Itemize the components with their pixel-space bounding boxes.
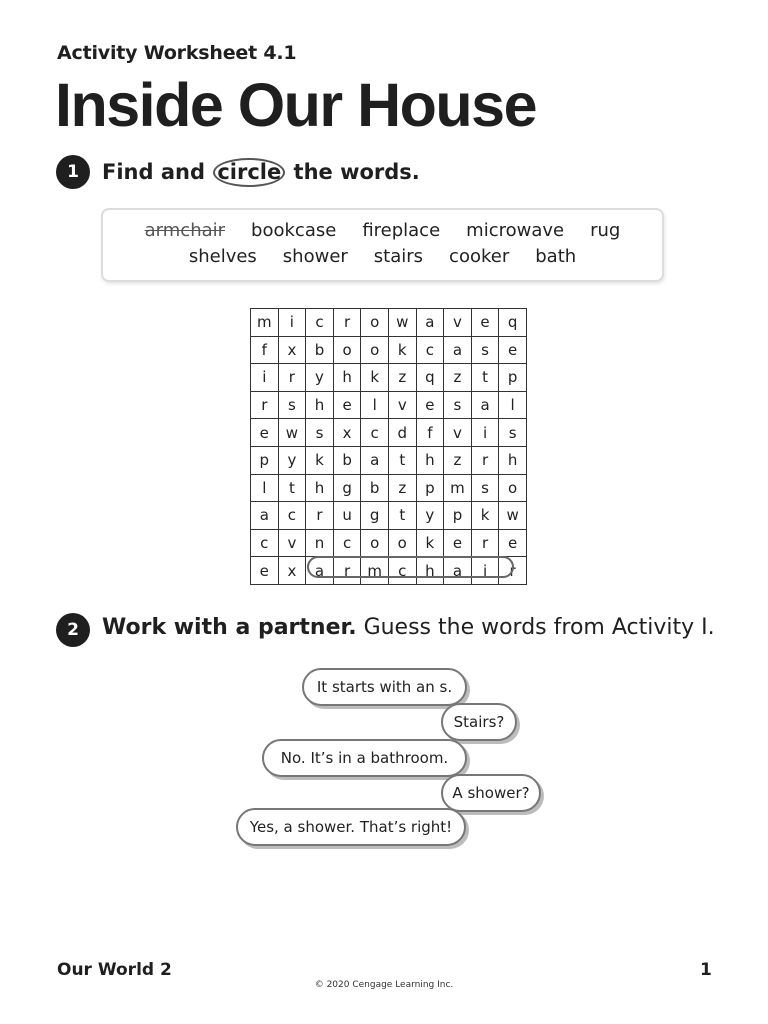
word-bank-row-2	[103, 246, 662, 267]
grid-cell: a	[444, 336, 472, 364]
speech-bubble-3: No. It’s in a bathroom.	[262, 739, 467, 777]
grid-cell: h	[306, 391, 334, 419]
grid-cell: m	[361, 557, 389, 585]
grid-cell: s	[499, 419, 527, 447]
grid-cell: e	[416, 391, 444, 419]
grid-cell: w	[278, 419, 306, 447]
word-bank-word: cooker	[449, 246, 510, 267]
grid-cell: a	[444, 557, 472, 585]
grid-row	[251, 502, 527, 530]
word-bank-word: bookcase	[251, 220, 337, 241]
grid-cell: o	[333, 336, 361, 364]
grid-cell: r	[251, 391, 279, 419]
grid-cell: p	[251, 446, 279, 474]
grid-cell: x	[333, 419, 361, 447]
activity-1-number: 1	[56, 155, 90, 189]
word-bank-word: shower	[282, 246, 348, 267]
grid-row	[251, 336, 527, 364]
word-bank	[101, 208, 664, 282]
grid-cell: z	[444, 446, 472, 474]
grid-cell: o	[361, 336, 389, 364]
grid-cell: a	[361, 446, 389, 474]
grid-cell: i	[278, 309, 306, 337]
grid-cell: k	[388, 336, 416, 364]
grid-cell: l	[361, 391, 389, 419]
grid-cell: z	[388, 474, 416, 502]
grid-cell: n	[306, 529, 334, 557]
grid-cell: r	[499, 557, 527, 585]
grid-row	[251, 364, 527, 392]
copyright-notice: © 2020 Cengage Learning Inc.	[314, 980, 454, 990]
grid-cell: r	[471, 446, 499, 474]
speech-bubble-2: Stairs?	[441, 703, 517, 741]
grid-cell: s	[306, 419, 334, 447]
grid-cell: d	[388, 419, 416, 447]
grid-cell: e	[251, 557, 279, 585]
instruction-text-before: Find and	[102, 160, 205, 184]
grid-cell: r	[333, 309, 361, 337]
grid-cell: i	[471, 557, 499, 585]
instruction-bold: Work with a partner.	[102, 615, 357, 640]
grid-cell: f	[251, 336, 279, 364]
grid-cell: u	[333, 502, 361, 530]
grid-cell: e	[471, 309, 499, 337]
grid-cell: b	[306, 336, 334, 364]
word-bank-word: rug	[590, 220, 621, 241]
grid-cell: s	[471, 336, 499, 364]
grid-cell: a	[251, 502, 279, 530]
grid-cell: w	[499, 502, 527, 530]
grid-cell: q	[416, 364, 444, 392]
found-word-circle	[307, 556, 514, 578]
grid-cell: m	[251, 309, 279, 337]
grid-cell: e	[499, 336, 527, 364]
grid-row	[251, 529, 527, 557]
grid-cell: o	[361, 309, 389, 337]
grid-cell: i	[471, 419, 499, 447]
grid-cell: v	[278, 529, 306, 557]
grid-cell: r	[278, 364, 306, 392]
speech-bubble-4: A shower?	[441, 774, 541, 812]
grid-cell: m	[444, 474, 472, 502]
grid-cell: g	[333, 474, 361, 502]
grid-cell: l	[251, 474, 279, 502]
grid-cell: s	[278, 391, 306, 419]
grid-cell: p	[499, 364, 527, 392]
grid-cell: h	[333, 364, 361, 392]
word-bank-word: microwave	[466, 220, 565, 241]
grid-cell: s	[444, 391, 472, 419]
grid-cell: r	[333, 557, 361, 585]
grid-cell: c	[251, 529, 279, 557]
grid-cell: f	[416, 419, 444, 447]
word-bank-word: bath	[535, 246, 577, 267]
grid-cell: y	[306, 364, 334, 392]
grid-cell: c	[278, 502, 306, 530]
grid-cell: e	[444, 529, 472, 557]
grid-cell: i	[251, 364, 279, 392]
grid-cell: c	[416, 336, 444, 364]
grid-cell: b	[333, 446, 361, 474]
grid-cell: v	[444, 309, 472, 337]
word-bank-word: stairs	[373, 246, 424, 267]
grid-cell: h	[416, 446, 444, 474]
activity-2-instruction	[102, 615, 715, 640]
grid-cell: a	[306, 557, 334, 585]
word-bank-word-crossed: armchair	[144, 220, 226, 241]
grid-cell: q	[499, 309, 527, 337]
page-title: Inside Our House	[55, 71, 537, 139]
grid-row	[251, 391, 527, 419]
grid-cell: t	[278, 474, 306, 502]
grid-row	[251, 419, 527, 447]
grid-cell: b	[361, 474, 389, 502]
grid-cell: o	[499, 474, 527, 502]
book-title: Our World 2	[57, 960, 172, 980]
page-number: 1	[700, 960, 712, 980]
grid-cell: o	[388, 529, 416, 557]
word-search-grid	[250, 308, 527, 585]
grid-cell: e	[499, 529, 527, 557]
grid-cell: k	[416, 529, 444, 557]
grid-cell: h	[416, 557, 444, 585]
grid-cell: x	[278, 336, 306, 364]
grid-cell: s	[471, 474, 499, 502]
grid-cell: c	[388, 557, 416, 585]
grid-cell: r	[471, 529, 499, 557]
grid-cell: y	[278, 446, 306, 474]
grid-cell: y	[416, 502, 444, 530]
instruction-text-after: the words.	[293, 160, 420, 184]
worksheet-label: Activity Worksheet 4.1	[57, 42, 297, 64]
word-bank-row-1	[103, 220, 662, 241]
grid-cell: o	[361, 529, 389, 557]
grid-cell: e	[333, 391, 361, 419]
grid-row	[251, 309, 527, 337]
grid-cell: h	[499, 446, 527, 474]
activity-1-instruction	[102, 158, 420, 187]
grid-cell: w	[388, 309, 416, 337]
speech-bubble-1: It starts with an s.	[302, 668, 467, 706]
grid-cell: g	[361, 502, 389, 530]
speech-bubble-5: Yes, a shower. That’s right!	[236, 808, 466, 846]
grid-cell: p	[444, 502, 472, 530]
grid-row	[251, 446, 527, 474]
grid-cell: t	[471, 364, 499, 392]
grid-cell: r	[306, 502, 334, 530]
grid-cell: c	[333, 529, 361, 557]
grid-cell: h	[306, 474, 334, 502]
grid-cell: l	[499, 391, 527, 419]
word-bank-word: fireplace	[362, 220, 441, 241]
grid-cell: k	[361, 364, 389, 392]
grid-cell: z	[444, 364, 472, 392]
grid-cell: a	[416, 309, 444, 337]
grid-cell: v	[388, 391, 416, 419]
word-bank-word: shelves	[188, 246, 257, 267]
grid-cell: c	[361, 419, 389, 447]
grid-cell: k	[306, 446, 334, 474]
grid-cell: e	[251, 419, 279, 447]
grid-row	[251, 474, 527, 502]
grid-cell: z	[388, 364, 416, 392]
grid-cell: p	[416, 474, 444, 502]
grid-cell: v	[444, 419, 472, 447]
grid-cell: k	[471, 502, 499, 530]
grid-cell: a	[471, 391, 499, 419]
circled-word: circle	[213, 158, 285, 187]
activity-2-number: 2	[56, 613, 90, 647]
grid-cell: t	[388, 446, 416, 474]
grid-cell: t	[388, 502, 416, 530]
grid-cell: x	[278, 557, 306, 585]
instruction-regular: Guess the words from Activity I.	[363, 615, 715, 640]
grid-cell: c	[306, 309, 334, 337]
